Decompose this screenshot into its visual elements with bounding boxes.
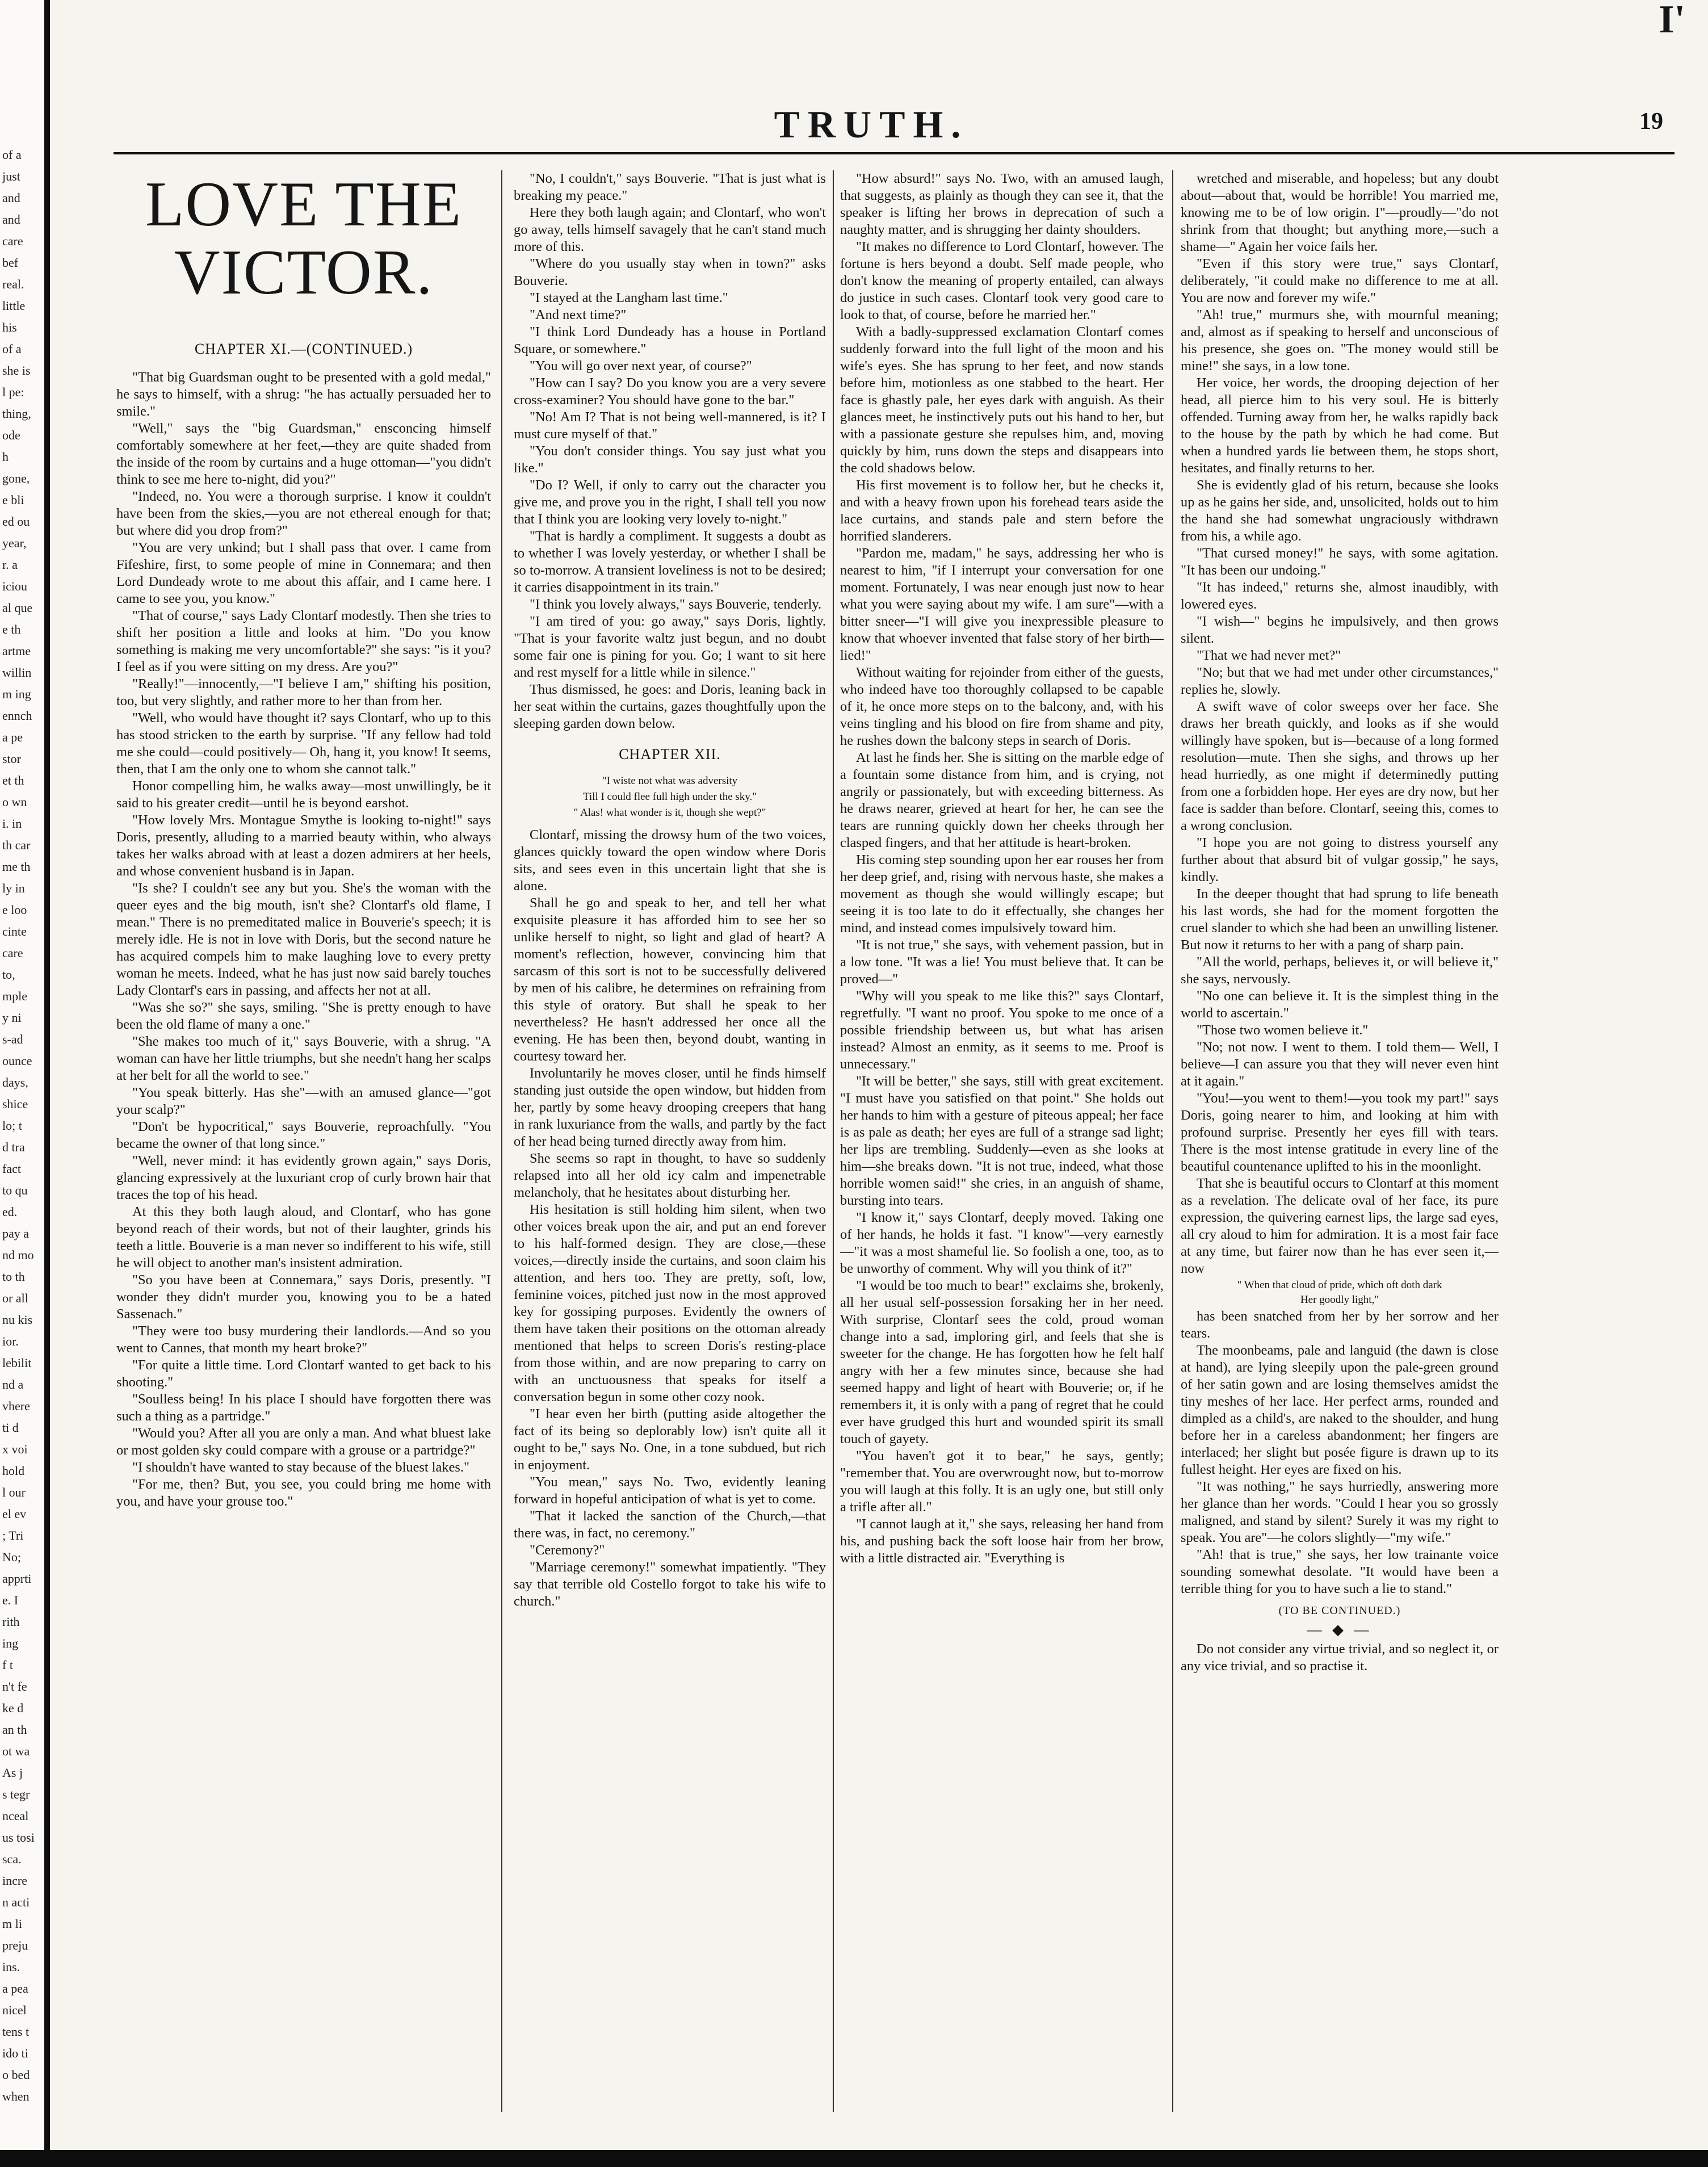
adjacent-page-fragment: m ing (2, 687, 31, 701)
adjacent-page-fragment: ennch (2, 709, 32, 723)
adjacent-page-fragment: h (2, 450, 9, 464)
adjacent-page-fragment: el ev (2, 1507, 27, 1521)
adjacent-page-fragment: ly in (2, 881, 25, 895)
adjacent-page-fragment: thing, (2, 406, 31, 421)
paragraph: "You mean," says No. Two, evidently leaning forward in hopeful anticipation of what is yet to come. (514, 1474, 826, 1507)
adjacent-page-fragment: As j (2, 1766, 23, 1780)
adjacent-page-fragment: l our (2, 1485, 26, 1499)
paragraph: "I am tired of you: go away," says Doris, lightly. "That is your favorite waltz just begun, and no doubt some fair one is pining for you. Go; I want to sit here and rest myself for a little while in silence." (514, 614, 826, 680)
adjacent-page-fragment: y ni (2, 1011, 22, 1025)
paragraph: "It will be better," she says, still with great excitement. "I must have you satisfied on that point." She holds out her hands to him with a gesture of piteous appeal; her face is as pale as death; her eyes are full of a strange sad light; her lips are trembling. Suddenly—even as she looks at him—she breaks down. "It is not true, indeed, what those horrible women said!" she cries, in an anguish of shame, bursting into tears. (840, 1074, 1164, 1208)
adjacent-page-fragment: cinte (2, 924, 27, 938)
adjacent-page-fragment: year, (2, 536, 27, 550)
adjacent-page-fragment: et th (2, 773, 24, 787)
paragraph: "It is not true," she says, with vehement passion, but in a low tone. "It was a lie! You must believe that. It can be proved—" (840, 937, 1164, 987)
paragraph: "You will go over next year, of course?" (530, 358, 752, 374)
paragraph: "It makes no difference to Lord Clontarf, however. The fortune is hers beyond a doubt. Self made people, who don't know the meaning of property entailed, can always do justice in such cases. Clontarf took very good care to look to that, of course, before he married her." (840, 239, 1164, 322)
paragraph: Involuntarily he moves closer, until he finds himself standing just outside the open window, but hidden from her, partly by some heavy drooping creepers that hang in rank luxuriance from the walls, and partly by the fact of her head being turned directly away from him. (514, 1066, 826, 1149)
adjacent-page-fragment: to, (2, 967, 15, 982)
adjacent-page-fragment: artme (2, 644, 31, 658)
paragraph: "Do I? Well, if only to carry out the character you give me, and prove you in the right, I shall tell you now that I think you are looking very lovely to-night." (514, 477, 826, 527)
adjacent-page-fragment: nu kis (2, 1313, 33, 1327)
paragraph: His first movement is to follow her, but he checks it, and with a heavy frown upon his forehead tears aside the lace curtains, and stands pale and stern before the horrified slanderers. (840, 477, 1164, 544)
adjacent-page-fragment: nceal (2, 1809, 29, 1823)
column-rule (833, 170, 834, 2112)
adjacent-page-fragment: of a (2, 148, 22, 162)
paragraph: "I know it," says Clontarf, deeply moved. Taking one of her hands, he holds it fast. "I know"—very earnestly—"it was a most shameful lie. So foolish a one, too, as to be unworthy of comment. Why will you think of it?" (840, 1210, 1164, 1276)
adjacent-page-fragment: rith (2, 1615, 20, 1629)
adjacent-page-fragment: apprti (2, 1571, 32, 1586)
column-1 (116, 170, 491, 2118)
separator-ornament: — ◆ — (1307, 1621, 1373, 1638)
paragraph: "I shouldn't have wanted to stay because of the bluest lakes." (132, 1460, 469, 1475)
paragraph: "Soulless being! In his place I should have forgotten there was such a thing as a partridge." (116, 1391, 491, 1424)
paragraph: "Would you? After all you are only a man. And what bluest lake or most golden sky could compare with a grouse or a partridge?" (116, 1426, 491, 1458)
paragraph: A swift wave of color sweeps over her face. She draws her breath quickly, and looks as if she would willingly have spoken, but is—because of a long formed resolution—mute. Then she sighs, and throws up her head hurriedly, as one might if determinedly putting from one a forbidden hope. Her eyes are dry now, but her face is sadder than before. Clontarf, seeing this, comes to a wrong conclusion. (1181, 699, 1499, 833)
paragraph: "Well, never mind: it has evidently grown again," says Doris, glancing expressively at the luxuriant crop of curly brown hair that traces the top of his head. (116, 1153, 491, 1202)
paragraph: "Don't be hypocritical," says Bouverie, reproachfully. "You became the owner of that long since." (116, 1119, 491, 1151)
story-title: LOVE THE VICTOR. (145, 170, 463, 308)
paragraph: With a badly-suppressed exclamation Clontarf comes suddenly forward into the full light of the moon and his wife's eyes. She has sprung to her feet, and now stands before him, motionless as one stabbed to the heart. Her face is ghastly pale, her eyes dark with anguish. As their glances meet, he instinctively puts out his hand to her, but with a passionate gesture she repulses him, and, moving quickly by him, runs down the steps and disappears into the cold shadows below. (840, 324, 1164, 476)
page-bottom-border (0, 2150, 1708, 2167)
epigraph-line: "I wiste not what was adversity (602, 775, 738, 787)
adjacent-page-fragment: iciou (2, 579, 27, 593)
adjacent-page-fragment: his (2, 320, 17, 334)
adjacent-page-fragment: stor (2, 752, 21, 766)
adjacent-page-fragment: us tosi (2, 1830, 35, 1845)
paragraph: "You!—you went to them!—you took my part!" says Doris, going nearer to him, and looking at him with profound surprise. Presently her eyes fill with tears. There is the most intense gratitude in every line of the beautiful countenance uplifted to his in the moonlight. (1181, 1091, 1499, 1174)
verse-line: Her goodly light," (1300, 1294, 1379, 1306)
adjacent-page-fragment: ing (2, 1636, 19, 1650)
paragraph: "I would be too much to bear!" exclaims she, brokenly, all her usual self-possession forsaking her in her need. With surprise, Clontarf sees the cold, proud woman change into a sad, imploring girl, and feels that she is sweeter for the change. He has forgotten how he felt half angry with her a few minutes since, because she had seemed happy and light of heart with Bouverie; or, if he remembers it, it is only with a pang of regret that he could ever have grudged this hurt and wounded spirit its small touch of gayety. (840, 1278, 1164, 1447)
adjacent-page-fragment: f t (2, 1658, 13, 1672)
adjacent-page-fragment: or all (2, 1291, 28, 1305)
adjacent-page-fragment: a pe (2, 730, 23, 744)
paragraph: "Well," says the "big Guardsman," ensconcing himself comfortably somewhere at her feet,—they are quite shaded from the inside of the room by curtains and a huge ottoman—"you didn't think to see me here to-night, did you?" (116, 421, 491, 487)
column-text (116, 369, 491, 1510)
adjacent-page-fragment: s tegr (2, 1787, 30, 1801)
adjacent-page-fragment: bef (2, 255, 19, 270)
adjacent-page-fragment: care (2, 946, 23, 960)
paragraph: Shall he go and speak to her, and tell her what exquisite pleasure it has afforded him to see her so unlike herself to night, so light and glad of heart? A moment's reflection, however, convincing him that sarcasm of this sort is not to be successfully delivered by men of his calibre, he determines on refraining from this style of oratory. But shall he speak to her nevertheless? He hasn't addressed her once all the evening. He has been then, beyond doubt, wanting in courtesy toward her. (514, 895, 826, 1064)
paragraph: At this they both laugh aloud, and Clontarf, who has gone beyond reach of their words, but not of their laughter, grinds his teeth a little. Bouverie is a man never so indifferent to his wife, still he will object to another man's insistent admiration. (116, 1204, 491, 1271)
adjacent-page-fragment: fact (2, 1162, 21, 1176)
adjacent-page-fragment: ; Tri (2, 1528, 24, 1543)
adjacent-page-fragment: to th (2, 1269, 25, 1284)
paragraph: "No, I couldn't," says Bouverie. "That is just what is breaking my peace." (514, 171, 826, 203)
adjacent-page-fragment: r. a (2, 558, 18, 572)
epigraph-line: " Alas! what wonder is it, though she wept?" (573, 807, 766, 819)
column-text (1181, 170, 1499, 1277)
paragraph: "They were too busy murdering their landlords.—And so you went to Cannes, that month my heart broke?" (116, 1323, 491, 1356)
paragraph: The moonbeams, pale and languid (the dawn is close at hand), are lying sleepily upon the pale-green ground of her satin gown and are losing themselves amidst the tiny meshes of her lace. Her perfect arms, rounded and dimpled as a child's, are naked to the shoulder, and hung before her in a careless abandonment; her fingers are interlaced; her slight but posée figure is drawn up to its fullest height. Her eyes are fixed on his. (1181, 1343, 1499, 1477)
adjacent-page-fragment: nd a (2, 1377, 24, 1391)
paragraph: "Ceremony?" (530, 1543, 605, 1558)
paragraph: "It was nothing," he says hurriedly, answering more her glance than her words. "Could I hear you so grossly maligned, and stand by silent? Surely it was my right to speak. You are"—he colors slightly—"my wife." (1181, 1479, 1499, 1545)
paragraph: "And next time?" (530, 307, 627, 322)
verse-line: " When that cloud of pride, which oft doth dark (1237, 1279, 1442, 1291)
paragraph: That she is beautiful occurs to Clontarf at this moment as a revelation. The delicate oval of her face, its pure expression, the quivering earnest lips, the large sad eyes, all cry aloud to him for admiration. It is a most fair face at any time, but fairer now than he has ever seen it,—now (1181, 1176, 1499, 1276)
paragraph: Honor compelling him, he walks away—most unwillingly, be it said to his greater credit—until he is beyond earshot. (116, 778, 491, 811)
adjacent-page-fragment: ot wa (2, 1744, 30, 1758)
paragraph: "Well, who would have thought it? says Clontarf, who up to this has stood stricken to the earth by surprise. "If any fellow had told me she could—could positively— Oh, hang it, you know! It seems, then, that I am the only one to whom she cannot talk." (116, 710, 491, 777)
adjacent-page-fragment: shice (2, 1097, 28, 1111)
adjacent-page-fragment: vhere (2, 1399, 30, 1413)
adjacent-page-fragment: and (2, 212, 20, 227)
adjacent-page-fragment: a pea (2, 1981, 28, 1996)
adjacent-page-fragment: ti d (2, 1420, 19, 1435)
paragraph: "All the world, perhaps, believes it, or will believe it," she says, nervously. (1181, 954, 1499, 987)
paragraph: "How can I say? Do you know you are a very severe cross-examiner? You should have gone to the bar." (514, 375, 826, 408)
paragraph: "No! Am I? That is not being well-mannered, is it? I must cure myself of that." (514, 409, 826, 442)
paragraph: "You haven't got it to bear," he says, gently; "remember that. You are overwrought now, but to-morrow you will laugh at this folly. It is an ugly one, but still only a trifle after all." (840, 1448, 1164, 1515)
paragraph: "I hear even her birth (putting aside altogether the fact of its being so deplorably low) isn't quite all it ought to be," says No. One, in a tone subdued, but rich in enjoyment. (514, 1406, 826, 1473)
paragraph: "Pardon me, madam," he says, addressing her who is nearest to him, "if I interrupt your conversation for one moment. Fortunately, I was near enough just now to hear what you were saying about my wife. I am sure"—with a bitter sneer—"I will give you inexpressible pleasure to know that whoever invented that false story of her birth—lied!" (840, 546, 1164, 663)
paragraph: Her voice, her words, the drooping dejection of her head, all pierce him to his very soul. He is bitterly offended. Turning away from her, he walks rapidly back to the house by the path by which he had come. But when a hundred yards lie between them, he stops short, hesitates, and finally returns to her. (1181, 375, 1499, 476)
paragraph: "For quite a little time. Lord Clontarf wanted to get back to his shooting." (116, 1357, 491, 1390)
masthead-rule (114, 152, 1675, 154)
paragraph: Clontarf, missing the drowsy hum of the two voices, glances quickly toward the open window where Doris sits, and sees even in this uncertain light that she is alone. (514, 827, 826, 894)
column-rule (1172, 170, 1173, 2112)
paragraph: "Ah! that is true," she says, her low trainante voice sounding somewhat desolate. "It would have been a terrible thing for you to have such a lie to stand." (1181, 1547, 1499, 1596)
adjacent-page-fragment: preju (2, 1938, 28, 1952)
adjacent-page-fragment: of a (2, 342, 22, 356)
adjacent-page-fragment: e th (2, 622, 21, 636)
paragraph: "No; not now. I went to them. I told them— Well, I believe—I can assure you that they will never even hint at it again." (1181, 1040, 1499, 1089)
adjacent-page-fragment: th car (2, 838, 31, 852)
paragraph: Thus dismissed, he goes: and Doris, leaning back in her seat within the curtains, gazes thoughtfully upon the sleeping garden down below. (514, 682, 826, 731)
paragraph: "That it lacked the sanction of the Church,—that there was, in fact, no ceremony." (514, 1508, 826, 1541)
adjacent-page-fragment: to qu (2, 1183, 28, 1197)
paragraph: "For me, then? But, you see, you could bring me home with you, and have your grouse too." (116, 1477, 491, 1509)
adjacent-page-fragment: m li (2, 1917, 22, 1931)
paragraph: "That cursed money!" he says, with some agitation. "It has been our undoing." (1181, 546, 1499, 578)
column-rule (501, 170, 502, 2112)
adjacent-page-fragment: e loo (2, 903, 27, 917)
adjacent-page-fragment: ed. (2, 1205, 18, 1219)
adjacent-page-fragment: d tra (2, 1140, 25, 1154)
adjacent-page-fragment: al que (2, 601, 33, 615)
paragraph: "Really!"—innocently,—"I believe I am," shifting his position, too, but very slightly, and rather more to her than from her. (116, 676, 491, 709)
paragraph: His coming step sounding upon her ear rouses her from her deep grief, and, rising with nervous haste, she makes a movement as though she would willingly escape; but seeing it is too late to do it effectually, she changes her mind, and instead comes impulsively toward him. (840, 852, 1164, 936)
adjacent-page-fragment: care (2, 234, 23, 248)
paragraph: "You speak bitterly. Has she"—with an amused glance—"got your scalp?" (116, 1085, 491, 1117)
adjacent-page-fragment: nicel (2, 2003, 27, 2017)
paragraph: "You are very unkind; but I shall pass that over. I came from Fifeshire, first, to some people of mine in Connemara; and then Lord Dundeady wrote to me about this affair, and I came here. I came to see you, you know." (116, 540, 491, 606)
adjacent-page-fragment: ior. (2, 1334, 19, 1348)
paragraph: "Marriage ceremony!" somewhat impatiently. "They say that terrible old Costello forgot to take his wife to church." (514, 1560, 826, 1609)
adjacent-page-fragment: l pe: (2, 385, 24, 399)
adjacent-page-fragment: days, (2, 1075, 28, 1089)
paragraph: "I stayed at the Langham last time." (530, 290, 728, 305)
paragraph: "How absurd!" says No. Two, with an amused laugh, that suggests, as plainly as though they can see it, that the speaker is lifting her brows in deprecation of such a naughty matter, and is shrugging her dainty shoulders. (840, 171, 1164, 237)
paragraph: "Those two women believe it." (1197, 1022, 1369, 1038)
adjacent-page-fragment: No; (2, 1550, 21, 1564)
adjacent-page-fragment: she is (2, 363, 31, 378)
paragraph: "So you have been at Connemara," says Doris, presently. "I wonder they didn't murder you, knowing you to be a hated Sassenach." (116, 1272, 491, 1322)
adjacent-page-fragment: when (2, 2089, 30, 2103)
adjacent-page-edge (0, 0, 50, 2167)
paragraph: "Ah! true," murmurs she, with mournful meaning; and, almost as if speaking to herself and unconscious of his presence, she goes on. "The money would still be mine!" she says, in a low tone. (1181, 307, 1499, 374)
adjacent-page-fragment: ed ou (2, 514, 30, 529)
paragraph: Here they both laugh again; and Clontarf, who won't go away, tells himself savagely that he can't stand much more of this. (514, 205, 826, 254)
column-4 (1181, 170, 1499, 2118)
paragraph: "Indeed, no. You were a thorough surprise. I know it couldn't have been from the skies,—you are not ethereal enough for that; but where did you drop from?" (116, 489, 491, 538)
paragraph: "I wish—" begins he impulsively, and then grows silent. (1181, 614, 1499, 646)
adjacent-page-fragment: lebilit (2, 1356, 32, 1370)
paragraph: At last he finds her. She is sitting on the marble edge of a fountain some distance from him, and is crying, not angrily or passionately, but with exceeding bitterness. As he draws nearer, grieved at heart for her, he can see the tears are running quickly down her cheeks through her clasped fingers, and that her attitude is heart-broken. (840, 750, 1164, 850)
column-text (840, 170, 1164, 1567)
adjacent-page-fragment: ke d (2, 1701, 24, 1715)
chapter-heading: CHAPTER XII. (619, 746, 721, 762)
adjacent-page-fragment: mple (2, 989, 27, 1003)
paragraph: "I hope you are not going to distress yourself any further about that absurd bit of vulgar gossip," he says, kindly. (1181, 835, 1499, 885)
paragraph: "That of course," says Lady Clontarf modestly. Then she tries to shift her position a little and looks at him. "Do you know something is making me very uncomfortable?" she says: "is it you? I feel as if you were sitting on my dress. Are you?" (116, 608, 491, 674)
adjacent-page-fragment: n acti (2, 1895, 30, 1909)
adjacent-page-fragment: n't fe (2, 1679, 27, 1694)
paragraph: "No; but that we had met under other circumstances," replies he, slowly. (1181, 665, 1499, 697)
paragraph: "I cannot laugh at it," she says, releasing her hand from his, and pushing back the soft loose hair from her brow, with a little distracted air. "Everything is (840, 1516, 1164, 1566)
paragraph: "Why will you speak to me like this?" says Clontarf, regretfully. "I want no proof. You spoke to me once of a possible friendship between us, but what has arisen instead? Almost an enmity, as it seems to me. Proof is unnecessary." (840, 988, 1164, 1072)
adjacent-page-fragment: ode (2, 428, 20, 442)
adjacent-page-fragment: i. in (2, 816, 22, 831)
adjacent-page-fragment: ido ti (2, 2046, 28, 2060)
adjacent-page-fragment: gone, (2, 471, 30, 485)
paragraph: "It has indeed," returns she, almost inaudibly, with lowered eyes. (1181, 580, 1499, 612)
adjacent-page-fragment: s-ad (2, 1032, 23, 1046)
column-text (1181, 1308, 1499, 1598)
paragraph: "That big Guardsman ought to be presented with a gold medal," he says to himself, with a shrug: "he has actually persuaded her to smile." (116, 370, 491, 419)
chapter-heading: CHAPTER XI.—(CONTINUED.) (194, 341, 413, 357)
page-number: 19 (1639, 108, 1663, 135)
adjacent-page-fragment: an th (2, 1722, 27, 1737)
paragraph: "That we had never met?" (1197, 648, 1341, 663)
adjacent-page-fragment: just (2, 169, 20, 183)
column-3 (840, 170, 1164, 2118)
adjacent-page-fragment: and (2, 191, 20, 205)
paragraph: "Where do you usually stay when in town?" asks Bouverie. (514, 256, 826, 288)
paragraph: "Even if this story were true," says Clontarf, deliberately, "it could make no difference to me at all. You are now and forever my wife." (1181, 256, 1499, 305)
paragraph: "I think Lord Dundeady has a house in Portland Square, or somewhere." (514, 324, 826, 357)
paragraph: "You don't consider things. You say just what you like." (514, 443, 826, 476)
paragraph: "No one can believe it. It is the simplest thing in the world to ascertain." (1181, 988, 1499, 1021)
to-be-continued: (TO BE CONTINUED.) (1278, 1604, 1401, 1617)
paragraph: "I think you lovely always," says Bouverie, tenderly. (530, 597, 822, 612)
adjacent-page-fragment: x voi (2, 1442, 28, 1456)
adjacent-page-fragment: lo; t (2, 1118, 22, 1133)
paragraph: In the deeper thought that had sprung to life beneath his last words, she had for the moment forgotten the cruel slander to which she had been an unwilling listener. But now it returns to her with a pang of sharp pain. (1181, 886, 1499, 953)
closing-maxim: Do not consider any virtue trivial, and so neglect it, or any vice trivial, and so practise it. (1181, 1641, 1499, 1674)
paragraph: has been snatched from her by her sorrow and her tears. (1181, 1309, 1499, 1341)
paragraph: "Was she so?" she says, smiling. "She is pretty enough to have been the old flame of many a one." (116, 1000, 491, 1032)
column-text (514, 827, 826, 1610)
paragraph: "That is hardly a compliment. It suggests a doubt as to whether I was lovely yesterday, or whether I shall be so to-morrow. A transient loveliness is not to be desired; it carries disappointment in its train." (514, 529, 826, 595)
paragraph: Without waiting for rejoinder from either of the guests, who indeed have too thoroughly collapsed to be capable of it, he once more steps on to the balcony, and, with his veins tingling and his blood on fire from shame and pity, he rushes down the balcony steps in search of Doris. (840, 665, 1164, 748)
paragraph: "How lovely Mrs. Montague Smythe is looking to-night!" says Doris, presently, alluding to a married beauty within, who always takes her walks abroad with at least a dozen admirers at her heels, and whose convenient husband is in Japan. (116, 812, 491, 879)
adjacent-page-fragment: hold (2, 1464, 25, 1478)
epigraph-line: Till I could flee full high under the sky." (582, 791, 757, 803)
adjacent-page-fragment: ounce (2, 1054, 32, 1068)
adjacent-page-fragment: o wn (2, 795, 27, 809)
adjacent-page-fragment: e. I (2, 1593, 19, 1607)
masthead-title: TRUTH. (774, 103, 969, 146)
paragraph: His hesitation is still holding him silent, when two other voices break upon the air, and put an end forever to his half-formed design. They are close,—these voices,—directly inside the curtains, and soon claim his attention, and hers too. They are pretty, soft, low, feminine voices, pitched just now in the most approved key for gossiping purposes. Evidently the owners of them have taken their positions on the ottoman already mentioned that helps to screen Doris's resting-place from those within, and are now preparing to carry on with an unctuousness that speaks for itself a conversation begun in some other cozy nook. (514, 1202, 826, 1405)
adjacent-page-fragment: little (2, 299, 26, 313)
adjacent-page-fragment: o bed (2, 2068, 30, 2082)
paragraph: She is evidently glad of his return, because she looks up as he gains her side, and, unsolicited, holds out to him the hand she had somewhat ungraciously withdrawn from his, a while ago. (1181, 477, 1499, 544)
paragraph: "Is she? I couldn't see any but you. She's the woman with the queer eyes and the big mouth, isn't she? Clontarf's old flame, I mean." There is no premeditated malice in Bouverie's speech; it is merely idle. He is not in love with Doris, but the second nature he has acquired compels him to make laughing love to every pretty woman he meets. Indeed, what he has just now said barely touches Lady Clontarf's ears in passing, and affects her not at all. (116, 881, 491, 998)
masthead (68, 79, 1675, 159)
adjacent-page-fragment: e bli (2, 493, 24, 507)
column-2 (514, 170, 826, 2118)
paragraph: wretched and miserable, and hopeless; but any doubt about—about that, would be horrible! You married me, knowing me to be of low origin. I"—proudly—"do not shrink from that thought; but anything more,—such a shame—" Again her voice fails her. (1181, 171, 1499, 254)
adjacent-page-fragment: me th (2, 860, 31, 874)
column-text (514, 170, 826, 732)
paragraph: "She makes too much of it," says Bouverie, with a shrug. "A woman can have her little triumphs, but she needn't hang her scalps at her belt for all the world to see." (116, 1034, 491, 1083)
adjacent-page-fragment: tens t (2, 2025, 30, 2039)
corner-mark: I' (1659, 0, 1685, 41)
adjacent-page-fragment: incre (2, 1873, 27, 1888)
adjacent-page-fragment: nd mo (2, 1248, 34, 1262)
adjacent-page-fragment: willin (2, 665, 32, 680)
adjacent-page-fragment: pay a (2, 1226, 30, 1240)
adjacent-page-fragment: sca. (2, 1852, 22, 1866)
adjacent-page-fragment: ins. (2, 1960, 20, 1974)
adjacent-page-fragment: real. (2, 277, 24, 291)
paragraph: She seems so rapt in thought, to have so suddenly relapsed into all her old icy calm and impenetrable melancholy, that he hesitates about disturbing her. (514, 1151, 826, 1200)
